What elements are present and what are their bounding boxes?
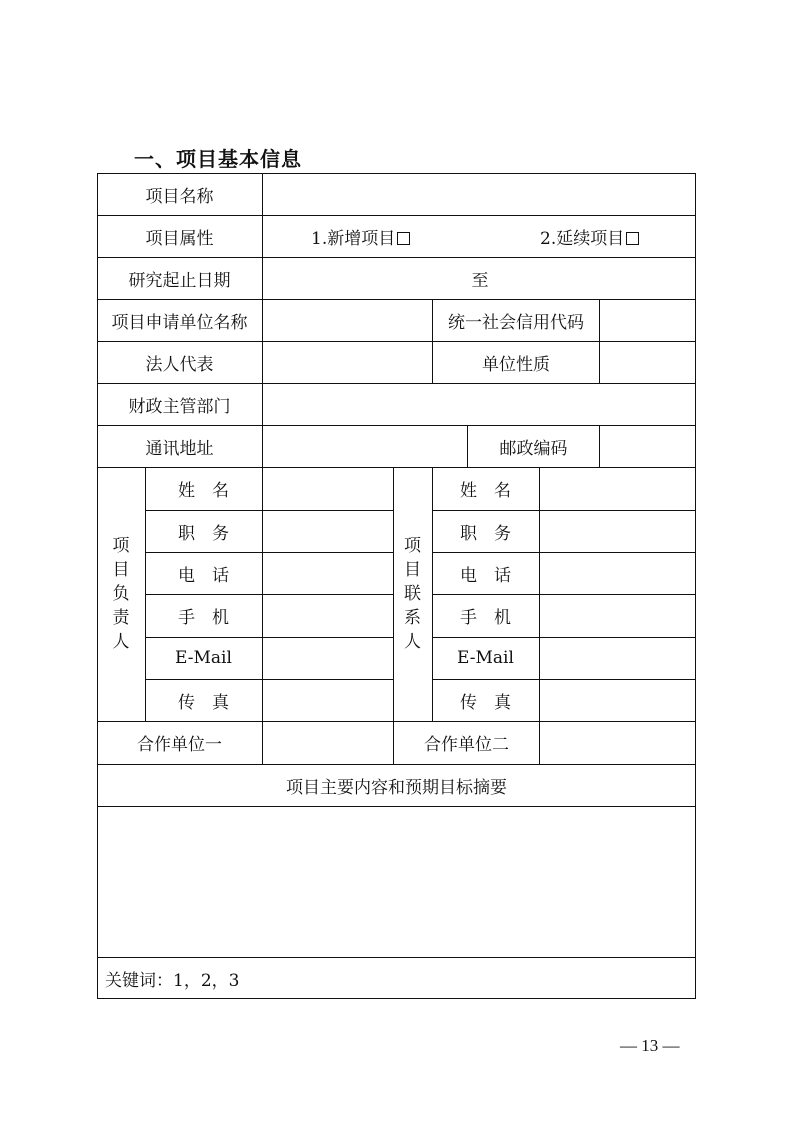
contact-label-char: 目: [404, 560, 421, 580]
leader-label-char: 负: [112, 584, 130, 604]
postcode-field[interactable]: [600, 425, 696, 467]
keywords-line[interactable]: 关键词：1，2，3: [105, 970, 240, 991]
contact-fax-label: 传 真: [460, 692, 511, 713]
org-nature-field[interactable]: [600, 341, 696, 383]
summary-text-area[interactable]: [97, 807, 696, 957]
research-period-label: 研究起止日期: [128, 270, 231, 291]
leader-title-field[interactable]: [263, 510, 393, 552]
legal-rep-field[interactable]: [263, 341, 432, 383]
leader-title-label: 职 务: [178, 523, 229, 544]
leader-mobile-field[interactable]: [263, 594, 393, 637]
contact-fax-field[interactable]: [540, 679, 696, 721]
leader-fax-field[interactable]: [263, 679, 393, 721]
leader-label-char: 人: [112, 632, 130, 652]
section-title: 一、项目基本信息: [134, 147, 302, 171]
contact-label-char: 联: [404, 584, 421, 604]
new-project-label: 1.新增项目: [311, 229, 396, 249]
applicant-org-label: 项目申请单位名称: [111, 312, 248, 333]
address-label: 通讯地址: [145, 438, 214, 459]
finance-dept-field[interactable]: [263, 383, 696, 425]
end-date-field[interactable]: [497, 257, 696, 299]
contact-name-label: 姓 名: [460, 481, 511, 501]
start-date-field[interactable]: [263, 257, 463, 299]
contact-label-char: 项: [404, 536, 421, 556]
leader-fax-label: 传 真: [178, 692, 229, 713]
project-name-label: 项目名称: [145, 186, 214, 207]
partner-2-field[interactable]: [540, 721, 696, 764]
leader-name-label: 姓 名: [178, 481, 229, 501]
leader-label-char: 目: [112, 560, 130, 580]
org-nature-label: 单位性质: [482, 354, 550, 375]
project-leader-group-label: [97, 467, 145, 721]
legal-rep-label: 法人代表: [145, 354, 214, 375]
credit-code-label: 统一社会信用代码: [448, 312, 584, 333]
contact-mobile-field[interactable]: [540, 594, 696, 637]
leader-email-field[interactable]: [263, 637, 393, 679]
contact-label-char: 系: [404, 608, 421, 628]
credit-code-field[interactable]: [600, 299, 696, 341]
partner-1-field[interactable]: [263, 721, 393, 764]
leader-label-char: 项: [112, 536, 130, 556]
contact-email-field[interactable]: [540, 637, 696, 679]
project-attr-label: 项目属性: [145, 228, 214, 249]
applicant-org-field[interactable]: [263, 299, 432, 341]
contact-email-label: E-Mail: [457, 648, 514, 668]
new-project-checkbox[interactable]: [397, 232, 410, 245]
project-contact-group-label: [393, 467, 432, 721]
contact-label-char: 人: [404, 632, 421, 652]
continued-project-checkbox[interactable]: [626, 232, 639, 245]
period-separator: 至: [471, 270, 489, 291]
project-name-field[interactable]: [263, 173, 696, 215]
address-field[interactable]: [263, 425, 467, 467]
contact-phone-label: 电 话: [460, 565, 511, 586]
leader-mobile-label: 手 机: [178, 608, 229, 628]
partner-1-label: 合作单位一: [137, 735, 222, 755]
page-number: — 13 —: [620, 1036, 680, 1055]
project-info-form: [97, 173, 696, 999]
contact-phone-field[interactable]: [540, 552, 696, 594]
leader-phone-label: 电 话: [178, 565, 229, 586]
new-project-option[interactable]: [311, 224, 410, 249]
postcode-label: 邮政编码: [499, 438, 568, 459]
contact-title-label: 职 务: [460, 523, 511, 544]
contact-name-field[interactable]: [540, 467, 696, 510]
continued-project-label: 2.延续项目: [540, 229, 625, 249]
continued-project-option[interactable]: [540, 224, 639, 249]
contact-title-field[interactable]: [540, 510, 696, 552]
leader-phone-field[interactable]: [263, 552, 393, 594]
leader-name-field[interactable]: [263, 467, 393, 510]
finance-dept-label: 财政主管部门: [128, 396, 231, 417]
contact-mobile-label: 手 机: [460, 608, 511, 628]
leader-label-char: 责: [112, 608, 130, 628]
leader-email-label: E-Mail: [175, 648, 232, 668]
summary-title: 项目主要内容和预期目标摘要: [286, 777, 507, 798]
partner-2-label: 合作单位二: [424, 735, 509, 755]
